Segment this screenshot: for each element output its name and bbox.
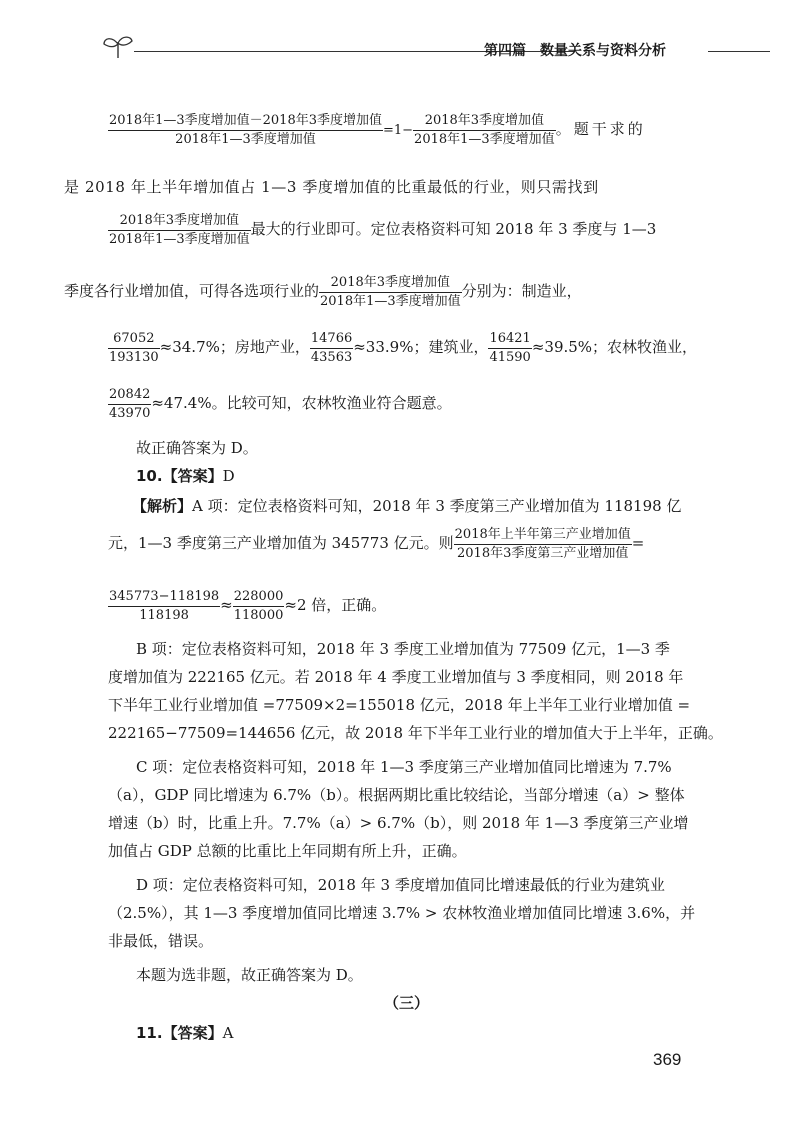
fraction-denominator: 2018年1—3季度增加值: [175, 131, 316, 147]
answer-line-11: [136, 1026, 233, 1041]
fraction: [108, 386, 151, 422]
formula-line-11: [108, 588, 386, 624]
fraction-numerator: 2018年3季度增加值: [108, 212, 251, 231]
text-run: ≈47.4%。比较可知，农林牧渔业符合题意。: [151, 394, 452, 413]
paragraph-d-line: （2.5%），其 1—3 季度增加值同比增速 3.7% > 农林牧渔业增加值同比增速 3.6%，并: [108, 904, 696, 922]
fraction: [454, 526, 632, 562]
paragraph-b-line: 度增加值为 222165 亿元。若 2018 年 4 季度工业增加值与 3 季度相同，则 2018 年: [108, 668, 684, 686]
analysis-label: 【解析】: [132, 497, 193, 515]
fraction-denominator: 43970: [109, 405, 151, 421]
text-run: 季度各行业增加值，可得各选项行业的: [64, 282, 320, 301]
fraction: [319, 274, 462, 310]
fraction-denominator: 118000: [233, 607, 284, 623]
answer-value: A: [222, 1024, 234, 1042]
answer-label: 11.【答案】: [136, 1024, 223, 1042]
fraction: [233, 588, 285, 624]
fraction-numerator: 2018年3季度增加值: [413, 112, 556, 131]
fraction-denominator: 2018年1—3季度增加值: [320, 293, 461, 309]
text-run: ≈33.9%；建筑业，: [353, 338, 489, 357]
text-run: ≈34.7%；房地产业，: [159, 338, 310, 357]
fraction-denominator: 41590: [489, 349, 531, 365]
fraction: [108, 330, 160, 366]
paragraph-b-line: 下半年工业行业增加值 =77509×2=155018 亿元，2018 年上半年工业行业增加值 =: [108, 696, 691, 714]
fraction: [108, 212, 251, 248]
formula-line-1: [108, 112, 646, 148]
answer-line-10: [136, 469, 235, 484]
text-run: ≈2 倍，正确。: [284, 596, 387, 615]
fraction: [413, 112, 556, 148]
paragraph-c-line: 加值占 GDP 总额的比重比上年同期有所上升，正确。: [108, 842, 467, 860]
formula-line-4: [64, 274, 582, 310]
header-rule-right: [708, 51, 770, 52]
formula-line-6: [108, 386, 452, 422]
paragraph-b-line: B 项：定位表格资料可知，2018 年 3 季度工业增加值为 77509 亿元，1—3 季: [136, 640, 670, 658]
fraction-numerator: 67052: [108, 330, 160, 349]
page-header: [100, 32, 700, 62]
text-run: =: [631, 534, 645, 553]
text-line: 本题为选非题，故正确答案为 D。: [136, 966, 363, 984]
fraction-denominator: 193130: [109, 349, 159, 365]
paragraph-c-line: （a），GDP 同比增速为 6.7%（b）。根据两期比重比较结论，当部分增速（a）> 整体: [108, 786, 685, 804]
fraction-denominator: 2018年1—3季度增加值: [109, 231, 250, 247]
leaf-sprout-icon: [100, 32, 136, 60]
fraction-numerator: 14766: [310, 330, 353, 349]
text-run: 最大的行业即可。定位表格资料可知 2018 年 3 季度与 1—3: [250, 220, 657, 239]
fraction: [108, 112, 383, 148]
fraction-numerator: 16421: [488, 330, 531, 349]
formula-line-10: [108, 526, 644, 562]
paragraph-d-line: D 项：定位表格资料可知，2018 年 3 季度增加值同比增速最低的行业为建筑业: [136, 876, 665, 894]
formula-operator: =1−: [382, 123, 414, 139]
text-run: A 项：定位表格资料可知，2018 年 3 季度第三产业增加值为 118198 亿: [192, 497, 682, 515]
fraction: [108, 588, 220, 624]
text-run: 分别为：制造业，: [461, 282, 582, 301]
paragraph-d-line: 非最低，错误。: [108, 932, 214, 950]
fraction-numerator: 20842: [108, 386, 151, 405]
fraction-numerator: 345773−118198: [108, 588, 220, 607]
formula-line-5: [108, 330, 697, 366]
answer-label: 10.【答案】: [136, 467, 223, 485]
section-heading: （三）: [384, 994, 430, 1012]
formula-line-3: [108, 212, 656, 248]
fraction-numerator: 2018年上半年第三产业增加值: [454, 526, 632, 545]
fraction-numerator: 2018年3季度增加值: [319, 274, 462, 293]
fraction: [488, 330, 531, 366]
text-run: ≈39.5%；农林牧渔业，: [531, 338, 698, 357]
paragraph-c-line: C 项：定位表格资料可知，2018 年 1—3 季度第三产业增加值同比增速为 7.7%: [136, 758, 672, 776]
header-title: 第四篇 数量关系与资料分析: [484, 43, 666, 59]
fraction-numerator: 228000: [233, 588, 285, 607]
page-number: 369: [653, 1050, 682, 1069]
fraction-numerator: 2018年1—3季度增加值－2018年3季度增加值: [108, 112, 383, 131]
text-run: 。题干求的: [555, 120, 646, 139]
answer-value: D: [222, 467, 235, 485]
fraction-denominator: 118198: [139, 607, 189, 623]
fraction-denominator: 43563: [310, 349, 353, 365]
text-line: 是 2018 年上半年增加值占 1—3 季度增加值的比重最低的行业，则只需找到: [64, 178, 599, 196]
text-line: 故正确答案为 D。: [136, 439, 258, 457]
fraction: [310, 330, 353, 366]
fraction-denominator: 2018年1—3季度增加值: [414, 131, 555, 147]
formula-operator: ≈: [220, 596, 233, 615]
paragraph-b-line: 222165−77509=144656 亿元，故 2018 年下半年工业行业的增加值大于上半年，正确。: [108, 724, 723, 742]
fraction-denominator: 2018年3季度第三产业增加值: [457, 545, 629, 561]
analysis-line: [132, 499, 681, 514]
text-run: 元，1—3 季度第三产业增加值为 345773 亿元。则: [108, 534, 454, 553]
paragraph-c-line: 增速（b）时，比重上升。7.7%（a）> 6.7%（b），则 2018 年 1—3 季度第三产业增: [108, 814, 689, 832]
